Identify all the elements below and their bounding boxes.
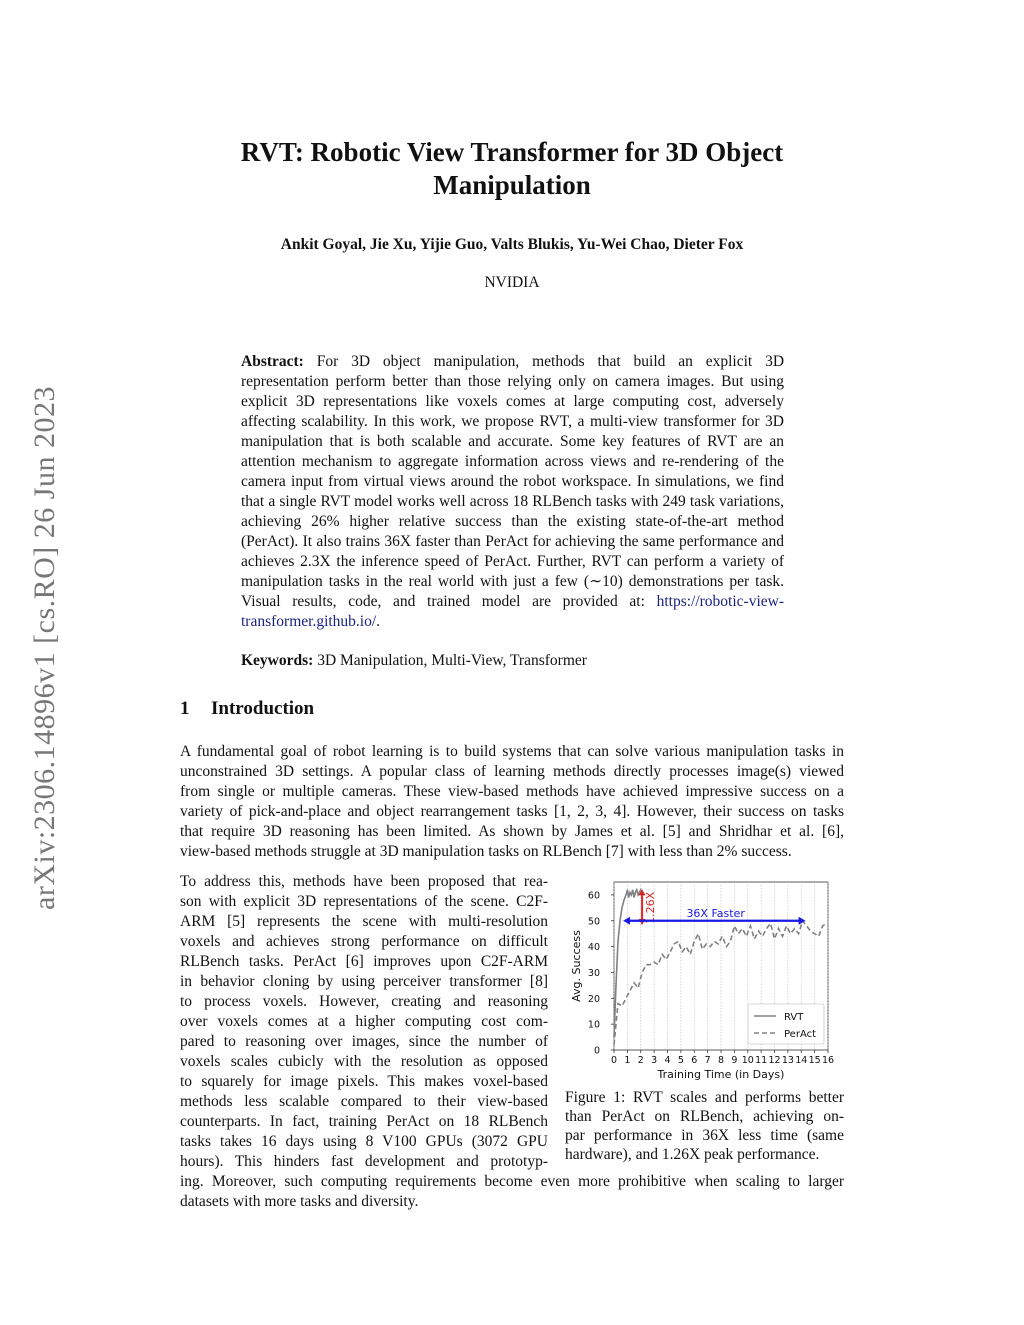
speed-arrow-head xyxy=(623,917,630,925)
y-axis-label: Avg. Success xyxy=(570,930,583,1002)
figure-1 xyxy=(562,872,844,1082)
peak-annotation-label: 1.26X xyxy=(644,891,658,924)
paragraph-line: ing. Moreover, such computing requirements become even more prohibitive when scaling to larger xyxy=(180,1173,844,1190)
intro-paragraph-2 xyxy=(180,872,548,1172)
paragraph-line: hours). This hinders fast development and prototyp- xyxy=(180,1153,548,1170)
paragraph-line: voxels scales cubicly with the resolution as opposed xyxy=(180,1053,548,1070)
paragraph-line: pared to reasoning over images, since the number of xyxy=(180,1033,548,1050)
x-tick-label: 14 xyxy=(795,1055,808,1066)
x-tick-label: 3 xyxy=(651,1055,658,1066)
caption-line: hardware), and 1.26X peak performance. xyxy=(565,1146,820,1163)
y-tick-label: 60 xyxy=(587,890,600,902)
caption-line: par performance in 36X less time (same xyxy=(565,1127,844,1144)
keywords-label: Keywords: xyxy=(241,652,314,669)
y-tick-label: 30 xyxy=(587,967,600,979)
series-line-rvt xyxy=(614,890,643,1037)
x-tick-label: 12 xyxy=(768,1055,781,1066)
y-tick-label: 50 xyxy=(587,916,600,928)
abstract-text: For 3D object manipulation, methods that build an explicit 3D representation perform better than those relying only on camera images. But using explicit 3D representations like voxels comes at large computing cost, adversely affecting scalability. In this work, we propose RVT, a multi-view transformer for 3D manipulation that is both scalable and accurate. Some key features of RVT are an attention mechanism to aggregate information across views and re-rendering of the camera input from virtual views around the robot workspace. In simulations, we find that a single RVT model works well across 18 RLBench tasks with 249 task variations, achieving 26% higher relative success than the existing state-of-the-art method (PerAct). It also trains 36X faster than PerAct for achieving the same performance and achieves 2.3X the inference speed of PerAct. Further, RVT can perform a variety of manipulation tasks in the real world with just a few (∼10) demonstrations per task. Visual results, code, and trained model are provided at: xyxy=(241,353,785,610)
legend-label: RVT xyxy=(784,1012,804,1023)
x-tick-label: 7 xyxy=(704,1055,711,1066)
affiliation: NVIDIA xyxy=(484,274,540,291)
paragraph-line: counterparts. In fact, training PerAct on 18 RLBench xyxy=(180,1113,548,1130)
x-tick-label: 10 xyxy=(741,1055,754,1066)
paragraph-line: to squarely for image pixels. This makes voxel-based xyxy=(180,1073,548,1090)
x-axis-label: Training Time (in Days) xyxy=(657,1068,785,1081)
paragraph-line: methods less scalable compared to their view-based xyxy=(180,1093,548,1110)
paragraph-line: over voxels comes at a higher computing cost com- xyxy=(180,1013,548,1030)
paragraph-line: variety of pick-and-place and object rearrangement tasks [1, 2, 3, 4]. However, their success on tasks xyxy=(180,803,844,820)
keywords xyxy=(241,652,784,670)
legend-label: PerAct xyxy=(784,1029,817,1040)
abstract-end: . xyxy=(376,613,381,630)
paragraph-line: that require 3D reasoning has been limited. As shown by James et al. [5] and Shridhar et al. [6], xyxy=(180,823,844,840)
y-tick-label: 40 xyxy=(587,942,600,954)
paragraph-line: voxels and achieves strong performance on difficult xyxy=(180,933,548,950)
author-list: Ankit Goyal, Jie Xu, Yijie Guo, Valts Blukis, Yu-Wei Chao, Dieter Fox xyxy=(280,236,744,253)
keywords-text: 3D Manipulation, Multi-View, Transformer xyxy=(317,652,587,669)
abstract-label: Abstract: xyxy=(241,353,304,370)
x-tick-label: 5 xyxy=(677,1055,684,1066)
paragraph-line: son with explicit 3D representations of the scene. C2F- xyxy=(180,893,548,910)
arxiv-id: arXiv:2306.14896v1 [cs.RO] 26 Jun 2023 xyxy=(28,386,61,910)
x-tick-label: 0 xyxy=(610,1055,618,1066)
x-tick-label: 2 xyxy=(637,1055,644,1066)
x-tick-label: 8 xyxy=(717,1055,725,1066)
caption-line: than PerAct on RLBench, achieving on- xyxy=(565,1108,844,1125)
y-tick-label: 10 xyxy=(587,1019,600,1031)
y-tick-label: 0 xyxy=(593,1045,600,1057)
caption-line: Figure 1: RVT scales and performs better xyxy=(565,1089,844,1106)
paragraph-line: unconstrained 3D settings. A popular class of learning methods directly processes image(s) viewed xyxy=(180,763,844,780)
x-tick-label: 6 xyxy=(691,1055,698,1066)
paper-title: RVT: Robotic View Transformer for 3D Object Manipulation xyxy=(240,137,784,200)
paragraph-line: in behavior cloning by using perceiver transformer [8] xyxy=(180,973,548,990)
paragraph-line: to process voxels. However, creating and reasoning xyxy=(180,993,548,1010)
chart-rvt-vs-peract xyxy=(562,872,844,1082)
project-link[interactable]: https://robotic-view-transformer.github.io/ xyxy=(241,593,784,630)
x-tick-label: 13 xyxy=(781,1055,794,1066)
figure-caption xyxy=(565,1088,844,1164)
x-tick-label: 16 xyxy=(821,1055,835,1066)
arxiv-stamp xyxy=(0,0,90,1325)
x-tick-label: 15 xyxy=(808,1055,821,1066)
intro-paragraph-1 xyxy=(180,742,844,862)
x-tick-label: 9 xyxy=(731,1055,738,1066)
paragraph-line: ARM [5] represents the scene with multi-resolution xyxy=(180,913,548,930)
x-tick-label: 4 xyxy=(664,1055,671,1066)
x-tick-label: 1 xyxy=(624,1055,631,1066)
paragraph-line: To address this, methods have been proposed that rea- xyxy=(180,873,548,890)
abstract xyxy=(241,352,784,632)
section-heading xyxy=(180,698,314,720)
intro-paragraph-3 xyxy=(180,1172,844,1212)
paragraph-line: datasets with more tasks and diversity. xyxy=(180,1193,419,1210)
paragraph-line: RLBench tasks. PerAct [6] improves upon C2F-ARM xyxy=(180,953,548,970)
speed-annotation-label: 36X Faster xyxy=(686,906,745,920)
y-tick-label: 20 xyxy=(587,993,600,1005)
section-number: 1 xyxy=(180,698,190,719)
paragraph-line: from single or multiple cameras. These view-based methods have achieved impressive success on a xyxy=(180,783,844,800)
paragraph-line: view-based methods struggle at 3D manipulation tasks on RLBench [7] with less than 2% success. xyxy=(180,843,792,860)
section-title: Introduction xyxy=(211,698,315,719)
paragraph-line: A fundamental goal of robot learning is to build systems that can solve various manipulation tasks in xyxy=(180,743,844,760)
x-tick-label: 11 xyxy=(755,1055,768,1066)
paragraph-line: tasks takes 16 days using 8 V100 GPUs (3072 GPU xyxy=(180,1133,548,1150)
